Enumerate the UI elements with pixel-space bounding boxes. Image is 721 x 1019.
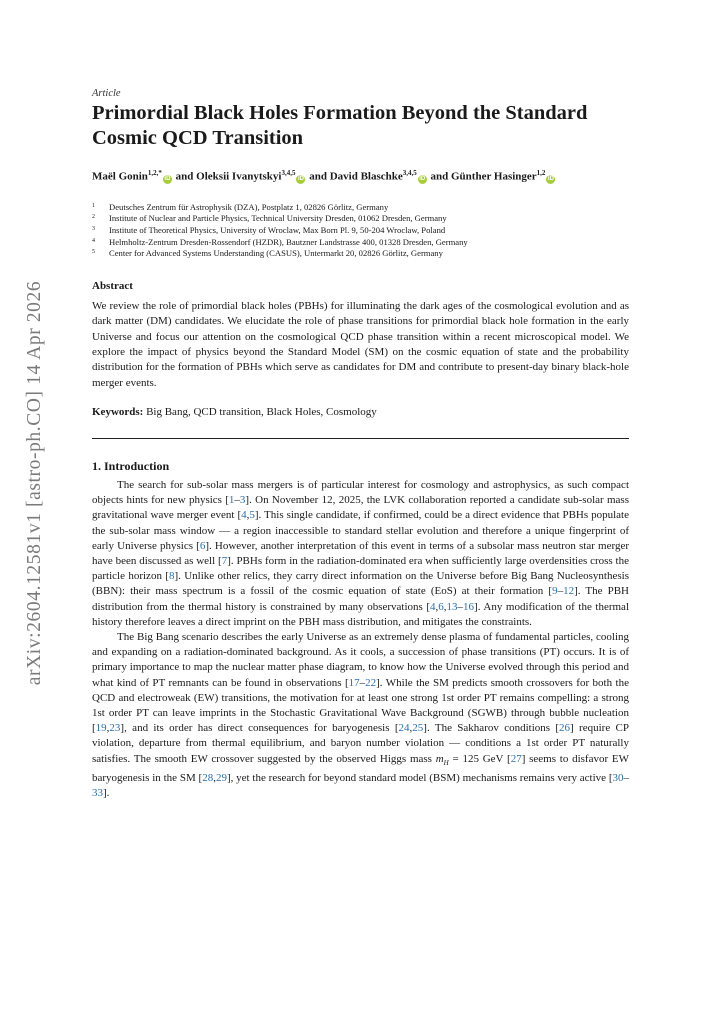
keywords-label: Keywords: (92, 405, 144, 418)
citation-link[interactable]: 4 (241, 509, 247, 522)
citation-link[interactable]: 9 (552, 585, 558, 598)
author-affiliation-marker: 1,2,* (147, 169, 162, 177)
affiliation-item (92, 225, 629, 237)
affiliation-item (92, 248, 629, 260)
paper-page (92, 88, 629, 801)
article-type-label: Article (92, 88, 121, 99)
citation-link[interactable]: 22 (365, 676, 377, 689)
affiliation-list (92, 202, 629, 261)
affiliation-item (92, 237, 629, 249)
arxiv-sidebar-stamp (20, 268, 50, 698)
affiliation-item (92, 202, 629, 214)
citation-link[interactable]: 13 (446, 600, 458, 613)
math-subscript: H (443, 758, 449, 767)
citation-link[interactable]: 1 (228, 494, 235, 507)
abstract-heading: Abstract (92, 280, 133, 293)
author-name: Maël Gonin (92, 170, 148, 183)
affiliation-number: 4 (92, 237, 95, 244)
affiliation-text: Institute of Nuclear and Particle Physics, Technical University Dresden, 01062 Dresden, Germany (109, 213, 447, 224)
author-affiliation-marker: 1,2 (536, 169, 546, 177)
keywords (92, 406, 629, 418)
author-affiliation-marker: 3,4,5 (281, 169, 296, 177)
arxiv-identifier: arXiv:2604.12581v1 [astro-ph.CO] 14 Apr 2026 (24, 280, 45, 686)
abstract-text: We review the role of primordial black holes (PBHs) for illuminating the dark ages of the cosmological evolution and as dark matter (DM) candidates. We elucidate the role of phase transitions for primordial black hole formation in the early Universe and focus our attention on the cosmological QCD phase transition within a recent microscopical model. We explore the impact of physics beyond the Standard Model (SM) on the cosmic equation of state and the probability distribution for the formation of PBHs which serve as candidates for DM and contribute to present-day binary black-hole merger events. (92, 300, 629, 389)
affiliation-number: 1 (92, 202, 95, 209)
introduction-body (92, 478, 629, 801)
citation-link[interactable]: 23 (109, 722, 121, 735)
citation-link[interactable]: 5 (249, 509, 255, 522)
author-name: Günther Hasinger (451, 170, 537, 183)
introduction-heading: 1. Introduction (92, 458, 170, 473)
citation-link[interactable]: 29 (215, 772, 227, 784)
affiliation-text: Deutsches Zentrum für Astrophysik (DZA), Postplatz 1, 02826 Görlitz, Germany (109, 201, 389, 212)
affiliation-text: Center for Advanced Systems Understanding (CASUS), Untermarkt 20, 02826 Görlitz, Germany (109, 248, 443, 259)
affiliation-item (92, 213, 629, 225)
citation-link[interactable]: 17 (348, 676, 360, 689)
orcid-icon[interactable]: iD (164, 175, 171, 182)
citation-link[interactable]: 3 (239, 494, 246, 507)
citation-link[interactable]: 8 (168, 570, 175, 583)
affiliation-number: 2 (92, 214, 95, 221)
affiliation-text: Institute of Theoretical Physics, University of Wroclaw, Max Born Pl. 9, 50-204 Wroclaw, Poland (109, 225, 446, 236)
author-list: Maël Gonin$^{1,2,*}$iD and Oleksii Ivanytskyi$^{3,4,5}$iD and David Blaschke$^{3,4,5}$iD and Günther Hasinger$^{1,2}$iD (92, 169, 554, 183)
orcid-icon[interactable]: iD (419, 175, 426, 182)
body-paragraph: The search for sub-solar mass mergers is of particular interest for cosmology and astrophysics, as such compact objects hints for new physics [1–3]. On November 12, 2025, the LVK collaboration reported a candidate sub-solar mass gravitational wave merger event [4,5]. This single candidate, if confirmed, could be a direct evidence that PBHs populate the sub-solar mass window — a region inaccessible to standard stellar evolution and therefore a unique fingerprint of early Universe physics [6]. However, another interpretation of this event in terms of a subsolar mass neutron star merger have been discussed as well [7]. PBHs form in the radiation-dominated era when sufficiently large overdensities cross the particle horizon [8]. Unlike other relics, they carry direct information on the Universe before Big Bang Nucleosynthesis (BBN): their mass spectrum is a fossil of the cosmic equation of state (EoS) at their formation [9–12]. The PBH distribution from the thermal history is constrained by many observations [4,6,13–16]. Any modification of the thermal history therefore leaves a direct imprint on the PBH mass distribution, and mitigates the constraints. (92, 478, 630, 628)
citation-link[interactable]: 30 (612, 772, 624, 784)
author-name: Oleksii Ivanytskyi (196, 170, 282, 183)
paper-title: Primordial Black Holes Formation Beyond the Standard Cosmic QCD Transition (92, 102, 588, 149)
citation-link[interactable]: 25 (412, 722, 424, 735)
citation-link[interactable]: 4 (430, 600, 436, 613)
math-symbol: m (435, 752, 444, 765)
keywords-text: Big Bang, QCD transition, Black Holes, Cosmology (146, 405, 377, 418)
citation-link[interactable]: 33 (92, 787, 103, 800)
section-divider (92, 438, 629, 439)
citation-link[interactable]: 16 (463, 600, 475, 613)
citation-link[interactable]: 26 (559, 722, 571, 735)
citation-link[interactable]: 6 (438, 600, 444, 613)
orcid-icon[interactable]: iD (297, 175, 304, 182)
author-affiliation-marker: 3,4,5 (402, 169, 417, 177)
body-paragraph: The Big Bang scenario describes the early Universe as an extremely dense plasma of fundamental particles, cooling and expanding on a radiation-dominated background. As it cools, a succession of phase transitions (PT) occurs. It is of primary importance to map the nuclear matter phase diagram, to know how the Universe evolved through this period and what kind of PT remnants can be found in observations [17–22]. While the SM predicts smooth crossovers for both the QCD and electroweak (EW) transitions, the motivation for at least one strong 1st order PT remains compelling: a strong 1st order PT can leave imprints in the Stochastic Gravitational Wave Background (SGWB) through bubble nucleation [19,23], and its order has direct consequences for baryogenesis [24,25]. The Sakharov conditions [26] require CP violation, departure from thermal equilibrium, and baryon number violation — conditions a 1st order PT naturally satisfies. The smooth EW crossover suggested by the observed Higgs mass $m_H = 125$ GeV [27] seems to disfavor EW baryogenesis in the SM [28,29], yet the research for beyond standard model (BSM) mechanisms remains very active [30–33]. (92, 630, 630, 800)
author-name: David Blaschke (329, 170, 403, 183)
orcid-icon[interactable]: iD (547, 175, 554, 182)
affiliation-number: 3 (92, 226, 95, 233)
citation-link[interactable]: 28 (202, 772, 214, 784)
affiliation-text: Helmholtz-Zentrum Dresden-Rossendorf (HZDR), Bautzner Landstrasse 400, 01328 Dresden, Germany (109, 236, 468, 247)
citation-link[interactable]: 27 (510, 752, 522, 765)
citation-link[interactable]: 6 (199, 539, 206, 552)
citation-link[interactable]: 24 (398, 722, 410, 735)
citation-link[interactable]: 7 (221, 554, 228, 567)
citation-link[interactable]: 19 (95, 722, 107, 735)
affiliation-number: 5 (92, 249, 95, 256)
citation-link[interactable]: 12 (563, 585, 575, 598)
